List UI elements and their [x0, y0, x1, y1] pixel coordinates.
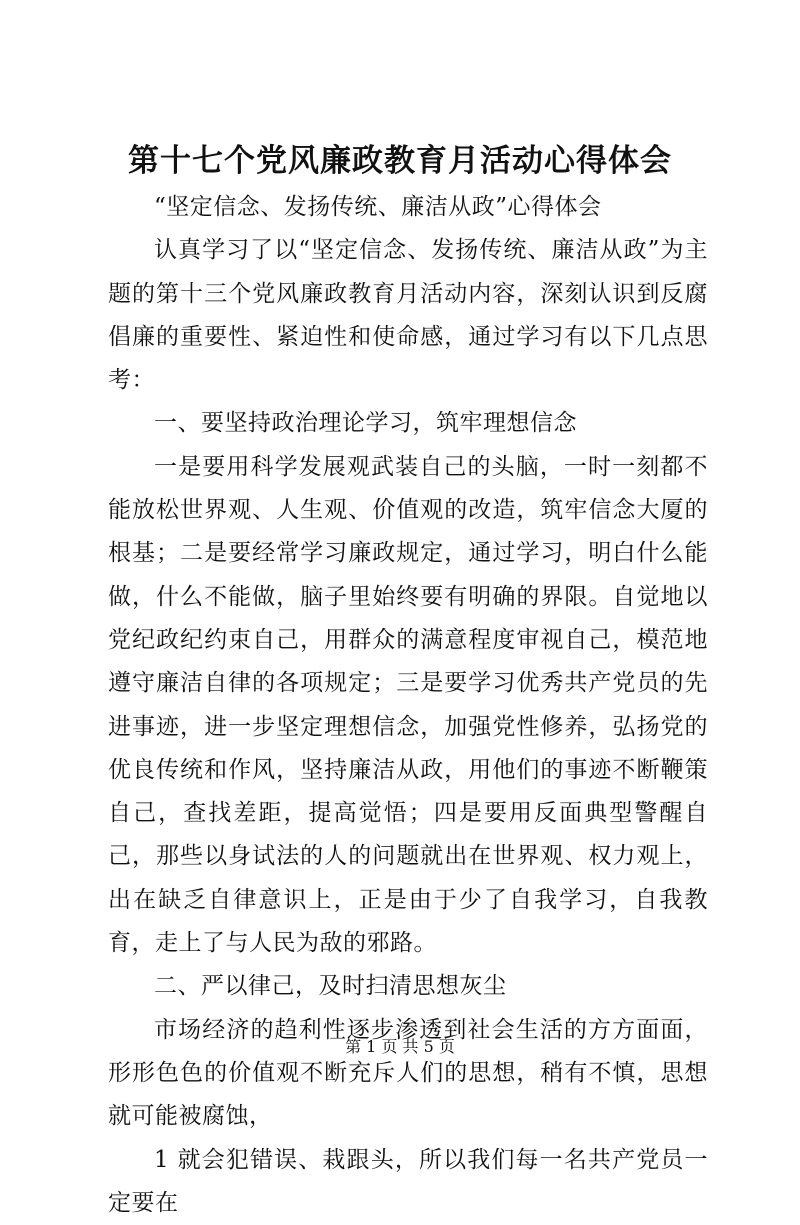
- continuation-line: 1 就会犯错误、栽跟头，所以我们每一名共产党员一定要在: [108, 1146, 708, 1216]
- document-title: 第十七个党风廉政教育月活动心得体会: [128, 143, 672, 179]
- page-footer: 第 1 页 共 5 页: [345, 1037, 455, 1056]
- subtitle-paragraph: “坚定信念、发扬传统、廉洁从政”心得体会: [154, 194, 602, 220]
- section-heading-2: 二、严以律己，及时扫清思想灰尘: [154, 973, 507, 1000]
- intro-paragraph: 认真学习了以“坚定信念、发扬传统、廉洁从政”为主题的第十三个党风廉政教育月活动内容，深刻认识到反腐倡廉的重要性、紧迫性和使命感，通过学习有以下几点思考：: [108, 237, 708, 394]
- section-heading-1: 一、要坚持政治理论学习，筑牢理想信念: [154, 410, 577, 437]
- section-2-paragraph: 市场经济的趋利性逐步渗透到社会生活的方方面面，形形色色的价值观不断充斥人们的思想，稍有不慎，思想就可能被腐蚀，: [108, 1016, 708, 1130]
- section-1-paragraph: 一是要用科学发展观武装自己的头脑，一时一刻都不能放松世界观、人生观、价值观的改造，筑牢信念大厦的根基；二是要经常学习廉政规定，通过学习，明白什么能做，什么不能做，脑子里始终要有明确的界限。自觉地以党纪政纪约束自己，用群众的满意程度审视自己，模范地遵守廉洁自律的各项规定；三是要学习优秀共产党员的先进事迹，进一步坚定理想信念，加强党性修养，弘扬党的优良传统和作风，坚持廉洁从政，用他们的事迹不断鞭策自己，查找差距，提高觉悟；四是要用反面典型警醒自己，那些以身试法的人的问题就出在世界观、权力观上，出在缺乏自律意识上，正是由于少了自我学习，自我教育，走上了与人民为敌的邪路。: [108, 453, 708, 957]
- document-body: [108, 186, 708, 1225]
